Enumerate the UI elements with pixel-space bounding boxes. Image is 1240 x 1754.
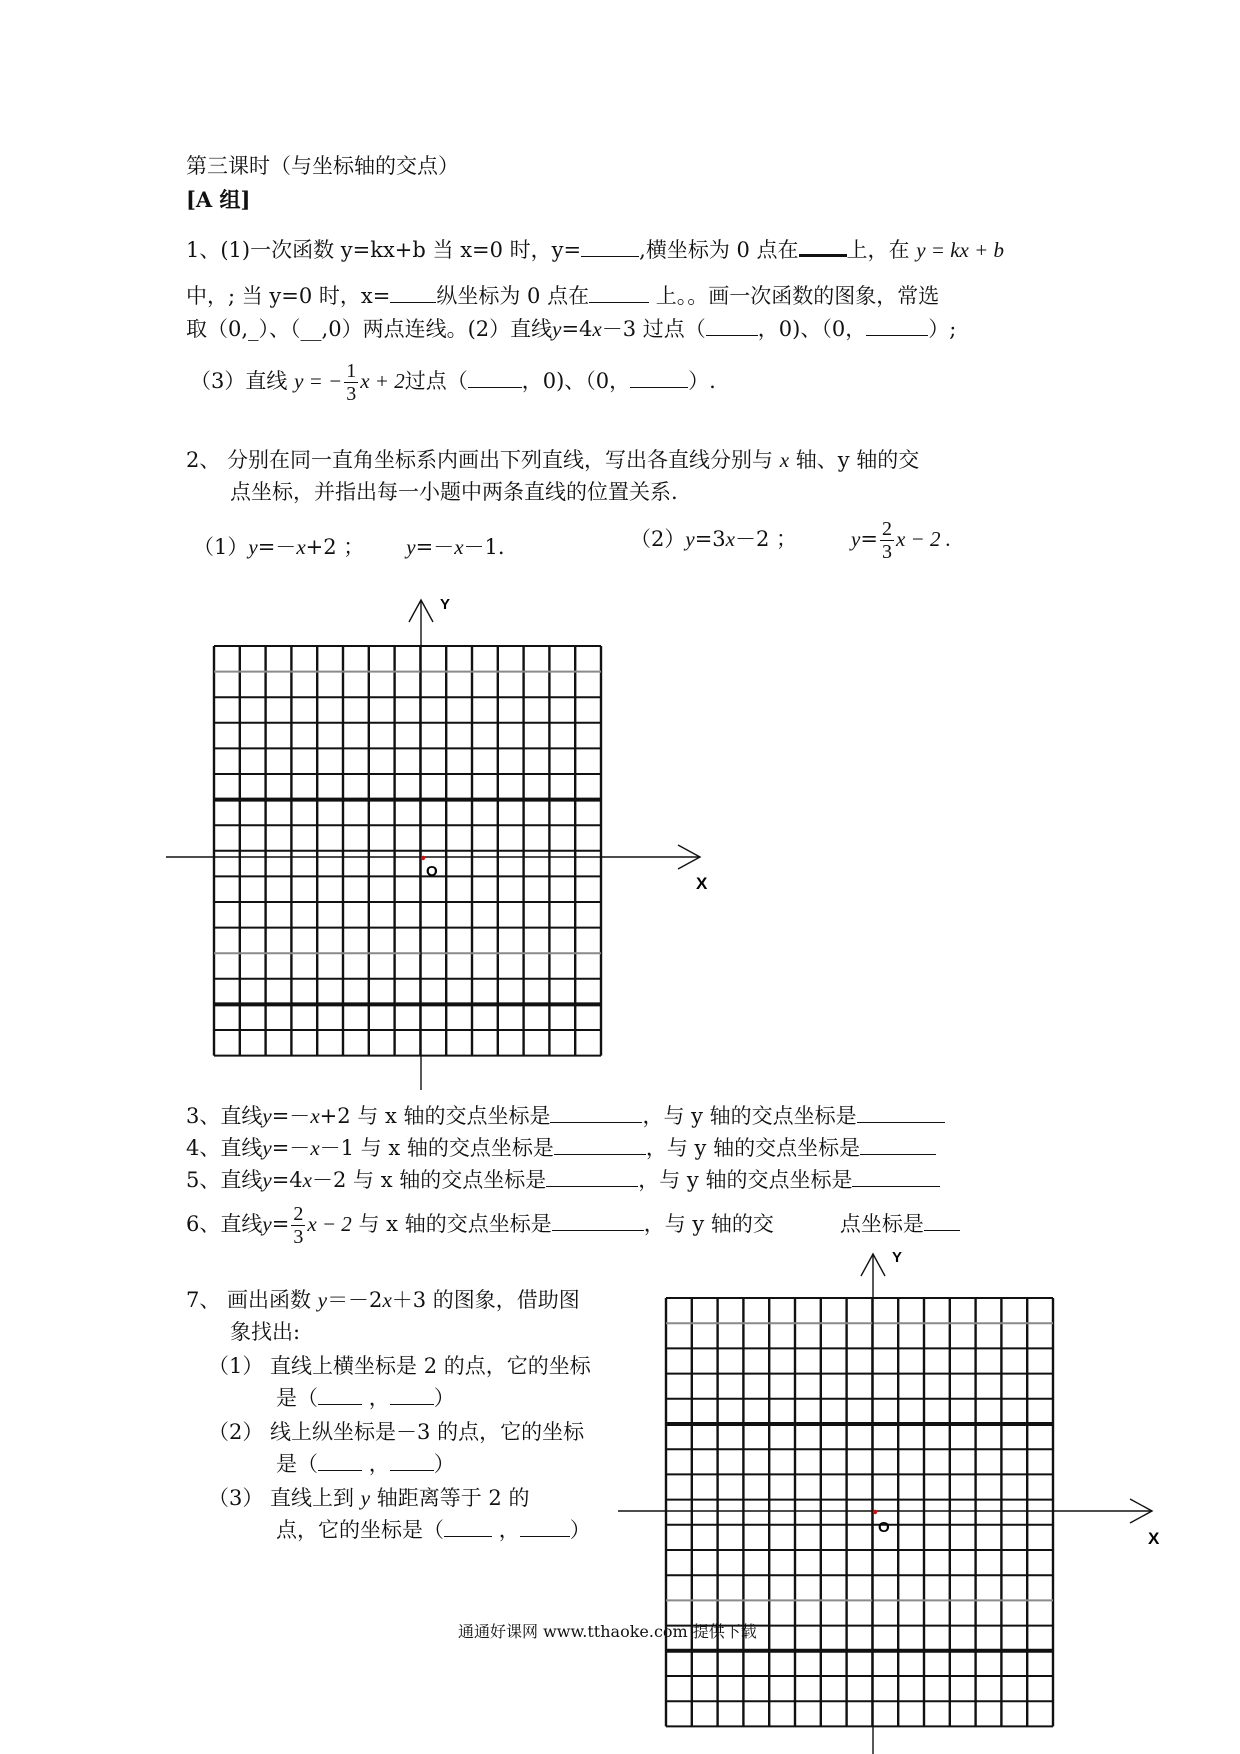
q7-sub2-b (276, 1450, 455, 1478)
grid2-x-label: X (1148, 1529, 1160, 1548)
q2-text: =－ (415, 535, 455, 559)
q1-text: =4 (561, 317, 593, 341)
q2-var: y (406, 535, 416, 559)
answer-blank (554, 1134, 646, 1155)
q1-text: 上，在 (846, 238, 910, 262)
answer-blank (318, 1450, 362, 1471)
q2-var: x (779, 448, 790, 472)
q3-var: x (310, 1104, 320, 1128)
q7-text: （3） 直线上到 (208, 1486, 355, 1510)
q2-text: （2） (630, 527, 686, 551)
q2-text: （1） (193, 535, 249, 559)
q2-text: 轴、y 轴的交 (795, 448, 920, 472)
grid1-x-label: X (696, 874, 708, 893)
q1-formula: y = − (294, 369, 343, 393)
q7-text: 是（ (276, 1386, 318, 1410)
q3-text: =－ (271, 1104, 311, 1128)
q1-text: 过点（ (404, 369, 468, 393)
q2-formula: x − 2 . (895, 527, 951, 551)
q7-text: ＋3 的图象，借助图 (391, 1288, 580, 1312)
q7-text: ， (368, 1386, 390, 1410)
q1-text: 取（0,_）、（__,0）两点连线。(2）直线 (186, 317, 553, 341)
q2-var: y (685, 527, 695, 551)
q7-sub2-a: （2） 线上纵坐标是－3 的点，它的坐标 (208, 1420, 585, 1444)
q7-text: ， (498, 1518, 520, 1542)
q2-text: +2 ； (305, 535, 365, 559)
q1-text: ，0)、（0， (757, 317, 867, 341)
q3-text: +2 与 x 轴的交点坐标是 (319, 1104, 551, 1128)
q4-text: 4、直线 (186, 1136, 263, 1160)
grid1-y-label: Y (440, 596, 451, 613)
q4-line (186, 1134, 936, 1162)
q7-text: 轴距离等于 2 的 (376, 1486, 530, 1510)
q7-text: ） (433, 1386, 455, 1410)
q7-text: ， (368, 1452, 390, 1476)
answer-blank (390, 1384, 434, 1405)
q2-var: x (725, 527, 735, 551)
q6-text: = (271, 1212, 290, 1236)
q6-formula: x − 2 (307, 1212, 352, 1236)
q2-var: x (296, 535, 306, 559)
origin-dot (873, 1510, 877, 1514)
footer: 通通好课网 www.tthaoke.com 提供下载 (458, 1622, 757, 1641)
fraction (291, 1203, 305, 1248)
group-label: [A 组] (186, 187, 251, 212)
q7-text: 7、 画出函数 (186, 1288, 312, 1312)
fraction-numerator: 1 (346, 360, 357, 382)
grid1-origin-label: O (426, 863, 438, 880)
q2-line2: 点坐标，并指出每一小题中两条直线的位置关系. (230, 480, 678, 504)
answer-blank (857, 1102, 945, 1123)
q7-sub1-b (276, 1384, 455, 1412)
answer-blank (924, 1210, 960, 1231)
answer-blank (318, 1384, 362, 1405)
q6-text: ，与 y 轴的交 (643, 1212, 774, 1236)
q2-text: =－ (257, 535, 297, 559)
q7-sub3-b (276, 1516, 591, 1544)
q1-var: y (552, 317, 562, 341)
answer-blank (390, 1450, 434, 1471)
q1-text: 中，; 当 y=0 时，x= (186, 284, 391, 308)
q7-sub1-a: （1） 直线上横坐标是 2 的点，它的坐标 (208, 1354, 591, 1378)
q1-var: x (592, 317, 602, 341)
origin-dot (421, 856, 425, 860)
q1-formula: x + 2 (360, 369, 405, 393)
fraction-numerator: 2 (881, 518, 892, 540)
q2-var: y (851, 527, 861, 551)
q5-text: －2 与 x 轴的交点坐标是 (312, 1168, 547, 1192)
answer-blank (520, 1516, 570, 1537)
q5-text: ，与 y 轴的交点坐标是 (638, 1168, 853, 1192)
q5-text: 5、直线 (186, 1168, 263, 1192)
q3-var: y (262, 1104, 272, 1128)
page-title: 第三课时（与坐标轴的交点） (186, 154, 459, 178)
q4-var: y (262, 1136, 272, 1160)
q7-text: 是（ (276, 1452, 318, 1476)
q1-text: （3）直线 (190, 369, 288, 393)
q1-text: 上。。画一次函数的图象，常选 (655, 284, 940, 308)
q7-var: x (382, 1288, 392, 1312)
q6-text: 6、直线 (186, 1212, 263, 1236)
answer-blank (552, 1210, 644, 1231)
q3-line (186, 1102, 945, 1130)
q6-var: y (262, 1212, 272, 1236)
q7-line2: 象找出: (230, 1320, 301, 1344)
q2-text: = (860, 527, 878, 551)
q4-text: ，与 y 轴的交点坐标是 (645, 1136, 861, 1160)
q2-text: =3 (694, 527, 726, 551)
coordinate-grid-2 (618, 1254, 1152, 1754)
fraction-denominator: 3 (293, 1226, 304, 1248)
fraction-denominator: 3 (346, 383, 357, 405)
q6-text: 点坐标是 (839, 1212, 924, 1236)
answer-blank (546, 1166, 638, 1187)
grid2-y-label: Y (892, 1249, 903, 1266)
q1-text: ）; (928, 317, 957, 341)
q2-text: －2 ； (735, 527, 798, 551)
q7-var: y (317, 1288, 328, 1312)
q7-text: ） (569, 1518, 591, 1542)
q2-text: 2、 分别在同一直角坐标系内画出下列直线，写出各直线分别与 (186, 448, 774, 472)
answer-blank (444, 1516, 492, 1537)
q7-text: ＝－2 (327, 1288, 383, 1312)
q5-var: x (302, 1168, 312, 1192)
q1-text: 1、(1)一次函数 y=kx+b 当 x=0 时，y= (186, 238, 582, 262)
q3-text: ，与 y 轴的交点坐标是 (642, 1104, 857, 1128)
q6-text: 与 x 轴的交点坐标是 (358, 1212, 552, 1236)
q5-line (186, 1166, 940, 1194)
answer-blank (852, 1166, 940, 1187)
q3-text: 3、直线 (186, 1104, 263, 1128)
q7-text: ） (433, 1452, 455, 1476)
q5-var: y (262, 1168, 272, 1192)
q1-text: ,横坐标为 0 点在 (639, 238, 799, 262)
q6-line (186, 1200, 960, 1248)
q5-text: =4 (271, 1168, 303, 1192)
q2-var: y (248, 535, 258, 559)
q4-text: =－ (271, 1136, 311, 1160)
q2-var: x (454, 535, 464, 559)
q7-sub3-a (208, 1484, 529, 1512)
q2-text: －1. (463, 535, 505, 559)
q4-var: x (310, 1136, 320, 1160)
q1-formula: y = kx + b (916, 238, 1005, 262)
q1-text: －3 过点（ (601, 317, 706, 341)
q1-text: ）. (688, 369, 716, 393)
grid2-origin-label: O (878, 1519, 890, 1536)
q7-var: y (360, 1486, 371, 1510)
q1-text: ，0)、（0， (521, 369, 631, 393)
coordinate-grid-1 (166, 600, 700, 1090)
answer-blank (860, 1134, 936, 1155)
q1-text: 纵坐标为 0 点在 (436, 284, 590, 308)
answer-blank (550, 1102, 642, 1123)
q4-text: －1 与 x 轴的交点坐标是 (319, 1136, 554, 1160)
q7-text: 点，它的坐标是（ (276, 1518, 444, 1542)
fraction-denominator: 3 (881, 541, 892, 563)
q7-line1 (186, 1286, 580, 1314)
fraction-numerator: 2 (293, 1203, 304, 1225)
